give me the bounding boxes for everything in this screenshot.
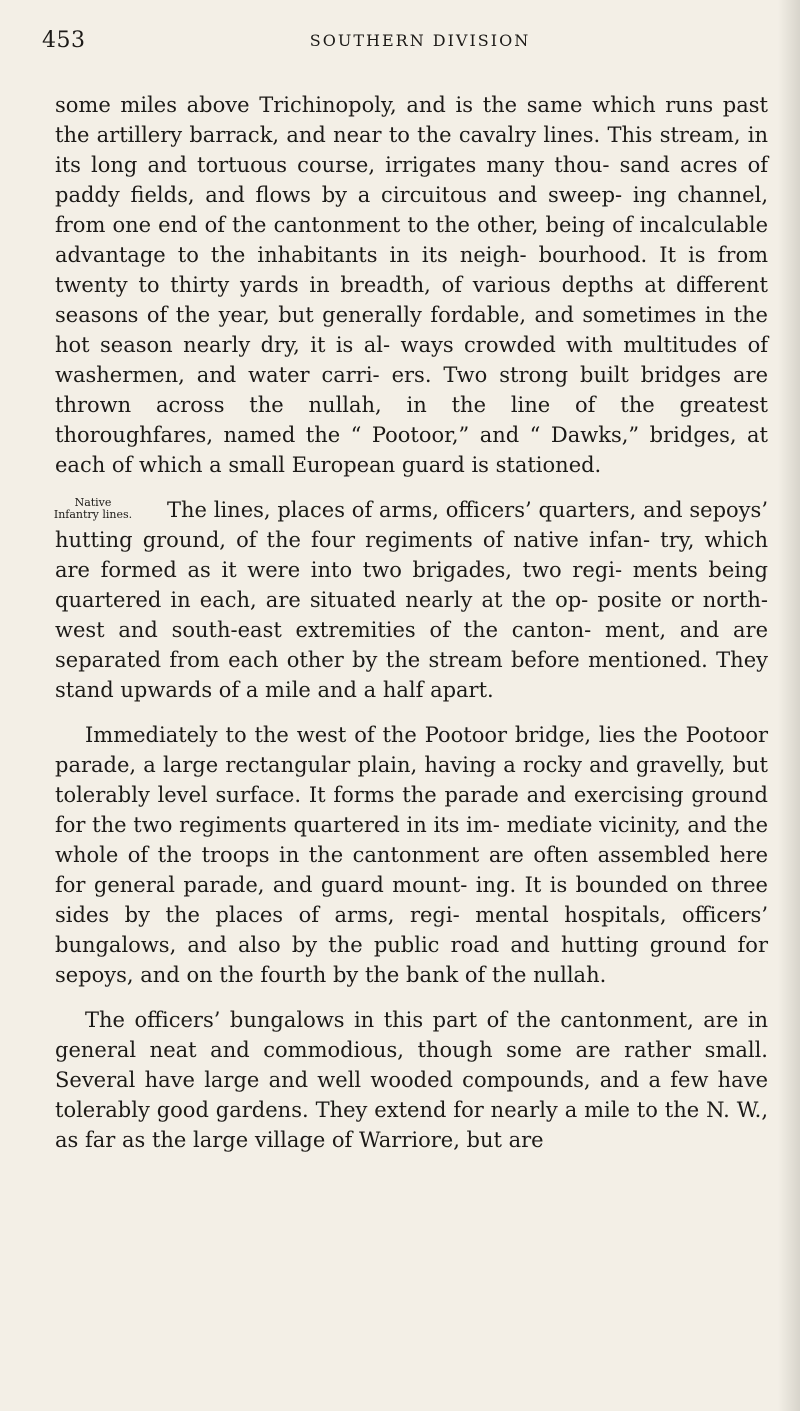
paragraph-3: Immediately to the west of the Pootoor bridge, lies the Pootoor parade, a large rectangular plain, having a rocky and gravelly, but tolerably level surface. It forms the parade and exercising ground for the two regiments quartered in its im- mediate vicinity, and the whole of the troops in the cantonment are often assembled here for general parade, and guard mount- ing. It is bounded on three sides by the places of arms, regi- mental hospitals, officers’ bungalows, and also by the public road and hutting ground for sepoys, and on the fourth by the bank of the nullah. xyxy=(55,723,768,987)
page-number: 453 xyxy=(42,28,86,53)
paragraph-4: The officers’ bungalows in this part of the cantonment, are in general neat and commodious, though some are rather small. Several have large and well wooded compounds, and a few have tolerably good gardens. They extend for nearly a mile to the N. W., as far as the large village of Warriore, but are xyxy=(55,1008,768,1152)
paragraph-2-container xyxy=(55,495,768,705)
running-head xyxy=(40,20,760,60)
page-edge-shadow xyxy=(778,0,800,1411)
body-text xyxy=(55,90,768,1155)
paragraph-1: some miles above Trichinopoly, and is the same which runs past the artillery barrack, and near to the cavalry lines. This stream, in its long and tortuous course, irrigates many thou- sand acres of paddy fields, and flows by a circuitous and sweep- ing channel, from one end of the cantonment to the other, being of incalculable advantage to the inhabitants in its neigh- bourhood. It is from twenty to thirty yards in breadth, of various depths at different seasons of the year, but generally fordable, and sometimes in the hot season nearly dry, it is al- ways crowded with multitudes of washermen, and water carri- ers. Two strong built bridges are thrown across the nullah, in the line of the greatest thoroughfares, named the “ Pootoor,” and “ Dawks,” bridges, at each of which a small European guard is stationed. xyxy=(55,93,768,477)
paragraph-2: The lines, places of arms, officers’ quarters, and sepoys’ hutting ground, of the four regiments of native infan- try, which are formed as it were into two brigades, two regi- ments being quartered in each, are situated nearly at the op- posite or north-west and south-east extremities of the canton- ment, and are separated from each other by the stream before mentioned. They stand upwards of a mile and a half apart. xyxy=(55,498,768,702)
margin-sidenote: Native Infantry lines. xyxy=(53,496,133,521)
running-title: SOUTHERN DIVISION xyxy=(309,31,531,50)
